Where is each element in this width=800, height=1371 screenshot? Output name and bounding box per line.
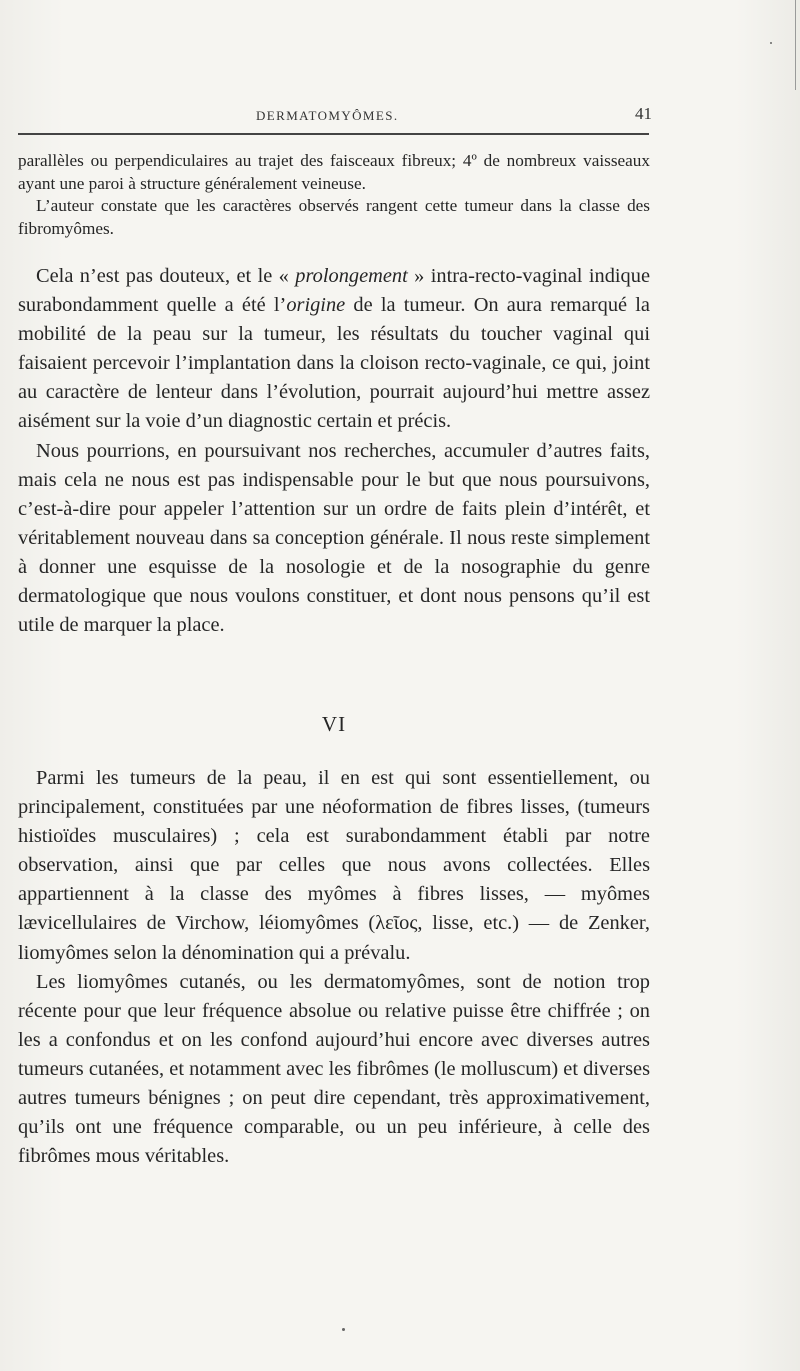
main-paragraph-1 — [18, 262, 650, 437]
italic-term-origine: origine — [286, 294, 346, 317]
paragraph-text: » intra-recto-vaginal indique surabondamment quelle a été l’ — [18, 265, 650, 317]
section-heading: VI — [321, 712, 347, 736]
paragraph-text: de la tumeur. On aura remarqué la mobilité de la peau sur la tumeur, les résultats du toucher vaginal qui faisaient percevoir l’implantation dans la cloison recto-vaginale, ce qui, joint au caractère de lenteur dans l’évolution, pourrait aujourd’hui mettre assez aisément sur la voie d’un diagnostic certain et précis. — [18, 294, 650, 433]
main-paragraph-2: Nous pourrions, en poursuivant nos recherches, accumuler d’autres faits, mais cela ne nous est pas indispensable pour le but que nous poursuivons, c’est-à-dire pour appeler l’attention sur un ordre de faits plein d’intérêt, et véritablement nouveau dans sa conception générale. Il nous reste simplement à donner une esquisse de la nosologie et de la nosographie du genre dermatologique que nous voulons constituer, et dont nous pensons qu’il est utile de marquer la place. — [18, 439, 650, 637]
paragraph-text: Cela n’est pas douteux, et le « — [36, 265, 296, 287]
header-rule — [18, 133, 649, 135]
running-title: DERMATOMYÔMES. — [256, 108, 399, 123]
section-text-block — [18, 764, 650, 1171]
small-paragraph-1: parallèles ou perpendiculaires au trajet des faisceaux fibreux; 4º de nombreux vaisseaux ayant une paroi à structure généralement veineuse. — [18, 151, 650, 193]
page-edge-line — [795, 0, 796, 90]
small-paragraph-2: L’auteur constate que les caractères observés rangent cette tumeur dans la classe des fibromyômes. — [18, 196, 650, 238]
page-header — [18, 104, 652, 130]
scan-speck — [770, 42, 772, 44]
main-text-block — [18, 262, 650, 640]
italic-term-prolongement: prolongement — [295, 265, 408, 287]
scan-speck — [342, 1328, 345, 1331]
small-print-block — [18, 150, 650, 240]
section-paragraph-2: Les liomyômes cutanés, ou les dermatomyômes, sont de notion trop récente pour que leur fréquence absolue ou relative puisse être chiffrée ; on les a confondus et on les confond aujourd’hui encore avec diverses autres tumeurs cutanées, et notamment avec les fibrômes (le molluscum) et diverses autres tumeurs bénignes ; on peut dire cependant, très approximativement, qu’ils ont une fréquence comparable, ou un peu inférieure, à celle des fibrômes mous véritables. — [18, 970, 650, 1168]
page-number: 41 — [635, 104, 652, 123]
section-paragraph-1: Parmi les tumeurs de la peau, il en est qui sont essentiellement, ou principalement, constituées par une néoformation de fibres lisses, (tumeurs histioïdes musculaires) ; cela est surabondamment établi par notre observation, ainsi que par celles que nous avons collectées. Elles appartiennent à la classe des myômes à fibres lisses, — myômes lævicellulaires de Virchow, léiomyômes (λεῖος, lisse, etc.) — de Zenker, liomyômes selon la dénomination qui a prévalu. — [18, 767, 650, 964]
